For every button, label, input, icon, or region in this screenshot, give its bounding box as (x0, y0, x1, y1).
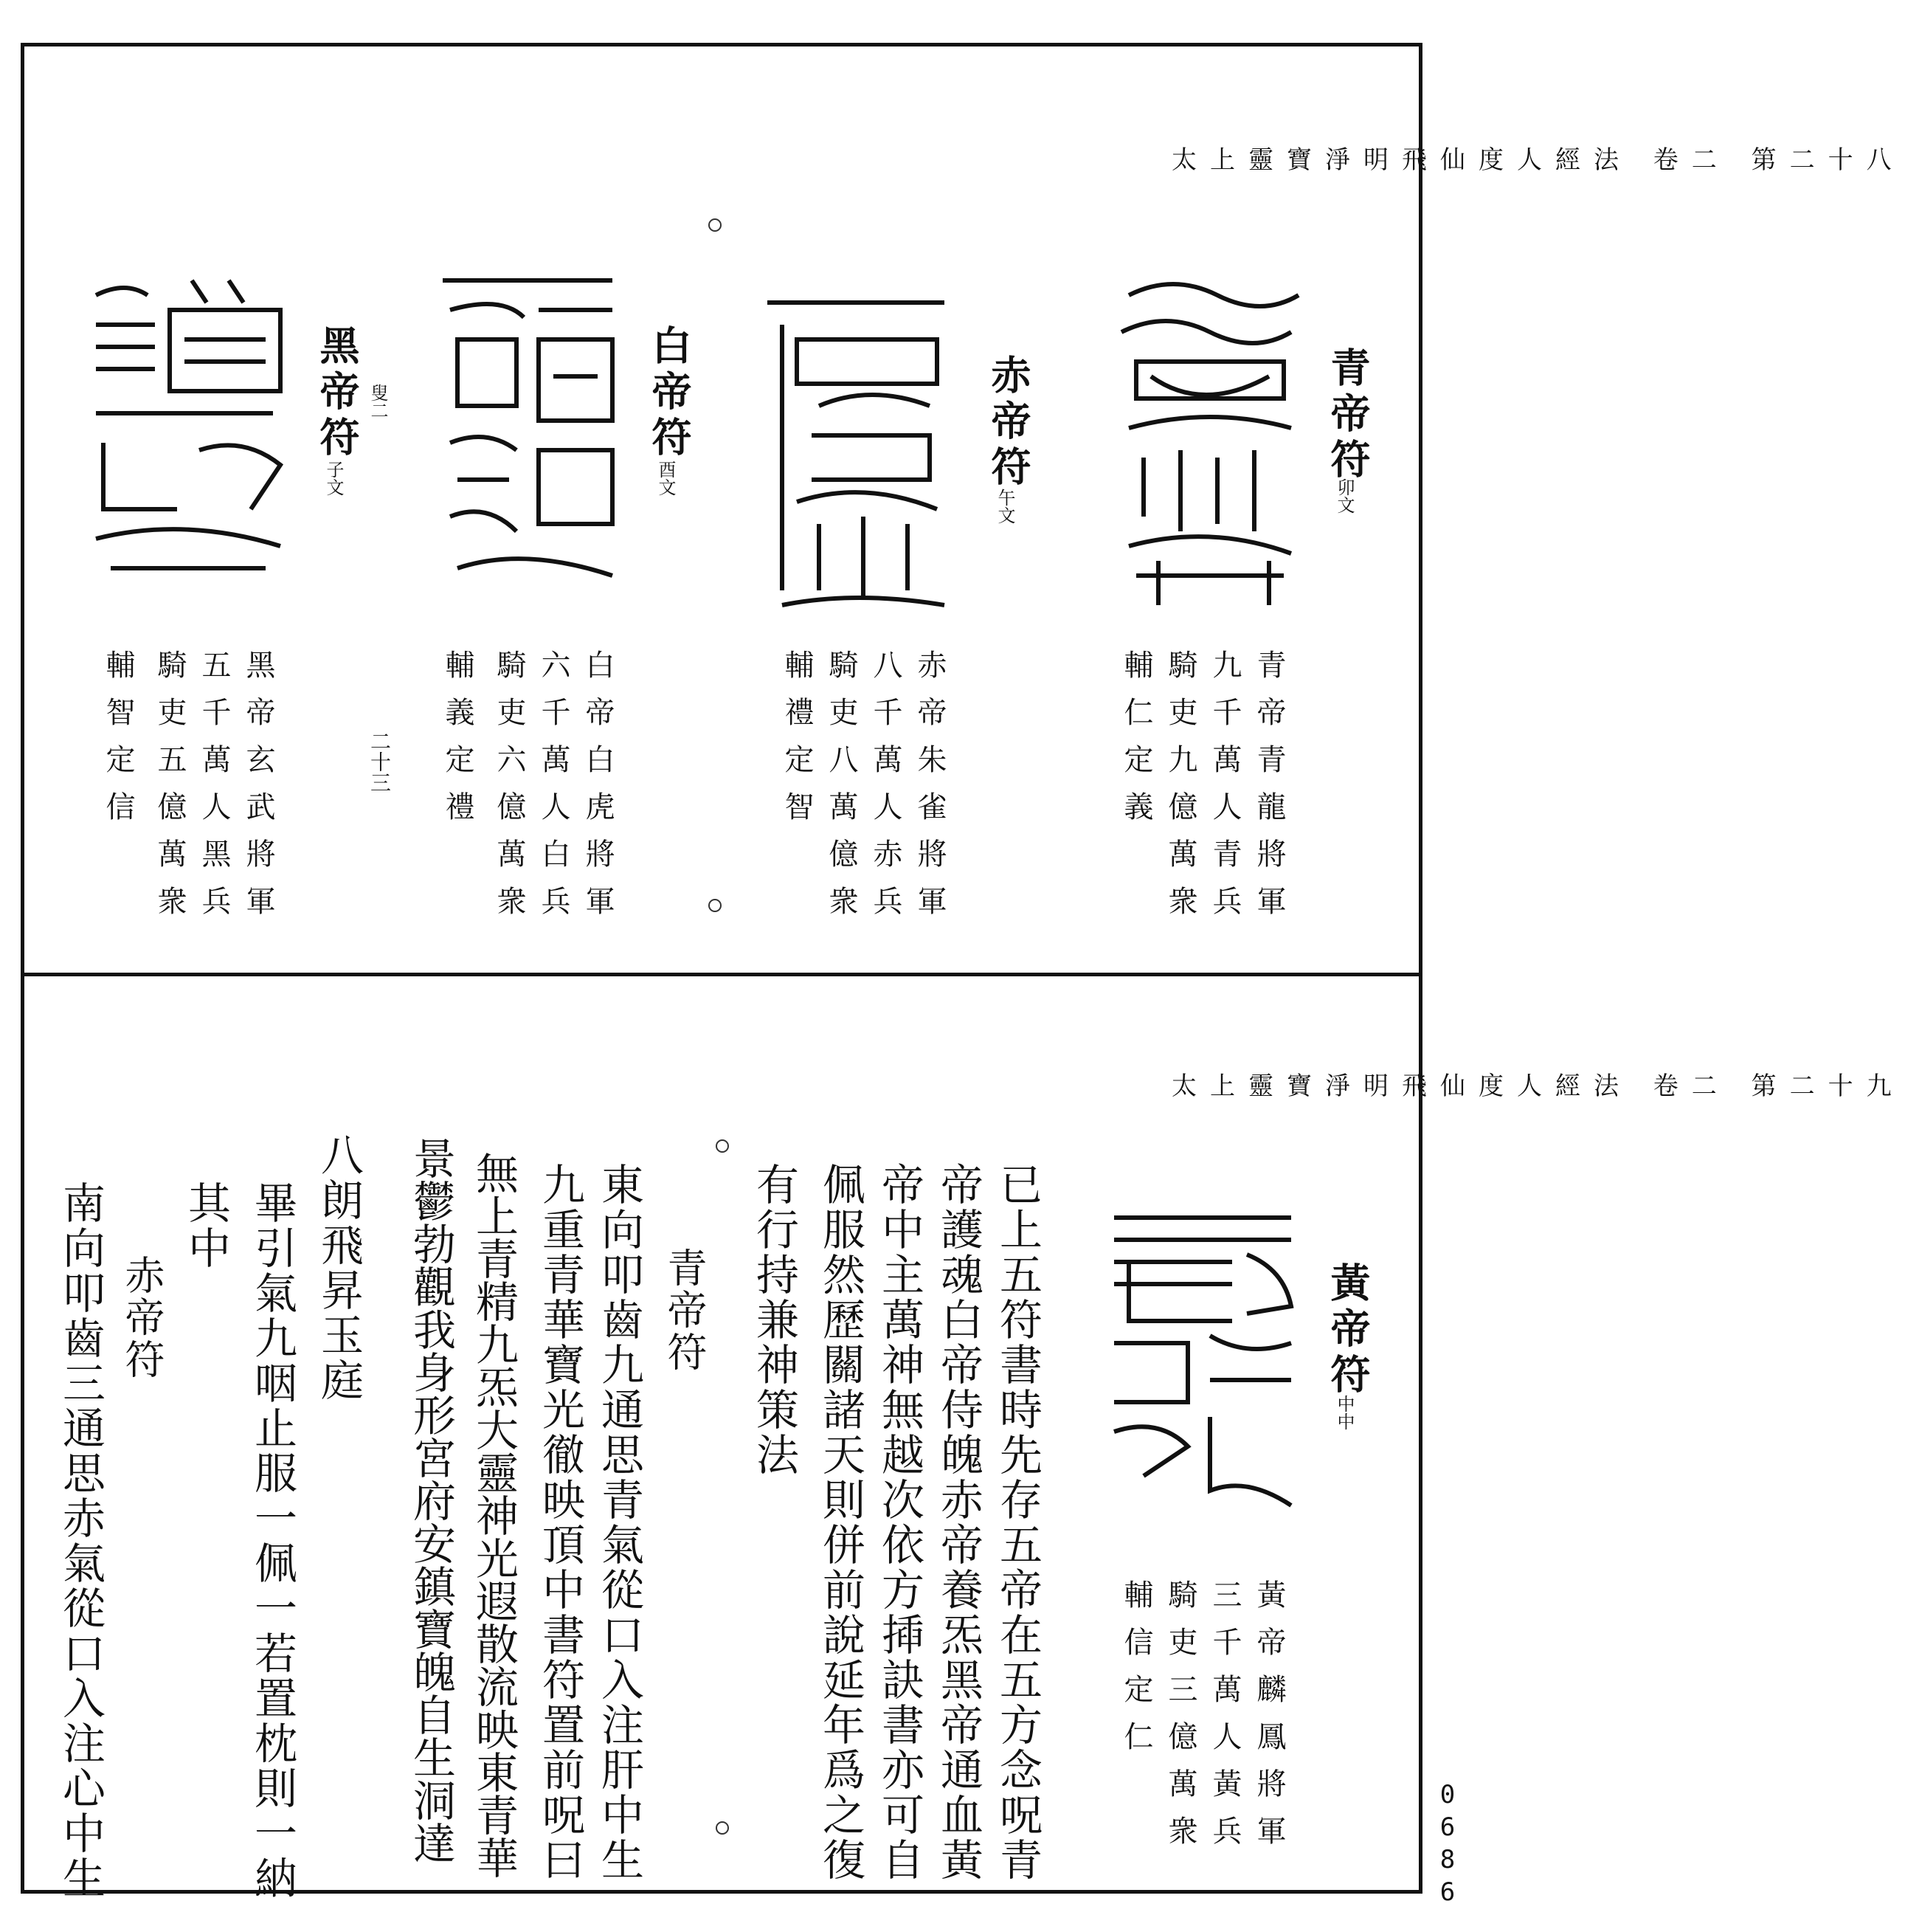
sub-head-chi: 赤帝符 (119, 1255, 165, 1381)
text-column-10: 景鬱勃觀我身形宮府安鎮寶魄自生洞達 (406, 1136, 456, 1864)
page-divider (21, 973, 1422, 976)
verse-huang-2: 三千萬人黃兵 (1208, 1579, 1242, 1863)
text-column-2: 帝護魂白帝侍魄赤帝養炁黑帝通血黃 (933, 1162, 983, 1883)
talisman-note-huang: 中中 (1334, 1395, 1355, 1430)
verse-huang-4: 輔信定仁 (1119, 1579, 1153, 1768)
binding-hole-icon (716, 1139, 729, 1153)
text-column-11: 八朗飛昇玉庭 (314, 1133, 364, 1403)
talisman-note-bai: 酉文 (655, 460, 676, 496)
page-number: 0686 (1433, 1780, 1462, 1910)
text-column-9: 無上青精九炁大靈神光遐散流映東青華 (469, 1151, 519, 1879)
bottom-header: 太上靈寶淨明飛仙度人經法 卷二 第二十九 (1172, 1072, 1905, 1101)
verse-qing-4: 輔仁定義 (1119, 649, 1153, 838)
talisman-label-huang: 黃帝符 (1324, 1262, 1372, 1399)
verse-bai-4: 輔義定禮 (440, 649, 474, 838)
talisman-huang-seal-icon (1099, 1196, 1306, 1520)
text-column-4: 佩服然歷關諸天則併前說延年爲之復 (815, 1162, 865, 1883)
verse-qing-3: 騎吏九億萬衆 (1164, 649, 1197, 933)
verse-bai-2: 六千萬人白兵 (536, 649, 570, 933)
verse-huang-3: 騎吏三億萬衆 (1164, 1579, 1197, 1863)
text-column-7: 東向叩齒九通思青氣從口入注肝中生 (594, 1162, 644, 1883)
talisman-hei-seal-icon (81, 266, 295, 590)
talisman-label-qing: 青帝符 (1324, 347, 1372, 484)
text-column-8: 九重青華寶光徹映頂中書符置前呪曰 (535, 1162, 585, 1883)
talisman-label-chi: 赤帝符 (985, 354, 1032, 491)
talisman-label-bai: 白帝符 (646, 325, 693, 462)
verse-hei-3: 騎吏五億萬衆 (153, 649, 187, 933)
talisman-note-chi: 午文 (995, 489, 1015, 524)
verse-huang-1: 黃帝麟鳳將軍 (1252, 1579, 1286, 1863)
talisman-label-hei: 黑帝符 (314, 325, 361, 462)
sub-head-qing: 青帝符 (661, 1247, 708, 1373)
binding-hole-icon (708, 899, 722, 912)
binding-hole-icon (708, 218, 722, 232)
text-column-15: 南向叩齒三通思赤氣從口入注心中生 (55, 1181, 106, 1901)
verse-chi-4: 輔禮定智 (780, 649, 814, 838)
verse-qing-1: 青帝青龍將軍 (1252, 649, 1286, 933)
verse-hei-2: 五千萬人黑兵 (197, 649, 231, 933)
text-column-3: 帝中主萬神無越次依方揷訣書亦可自 (874, 1162, 924, 1883)
verse-chi-3: 騎吏八萬億衆 (824, 649, 858, 933)
talisman-chi-seal-icon (753, 280, 959, 620)
talisman-note2-hei: 叟二 (367, 384, 388, 419)
talisman-bai-seal-icon (428, 258, 627, 605)
talisman-note-qing: 卯文 (1334, 478, 1355, 514)
top-header: 太上靈寶淨明飛仙度人經法 卷二 第二十八 (1172, 145, 1905, 175)
verse-chi-1: 赤帝朱雀將軍 (913, 649, 947, 933)
verse-qing-2: 九千萬人青兵 (1208, 649, 1242, 933)
talisman-note-hei: 子文 (323, 460, 344, 496)
text-column-5: 有行持兼神策法 (749, 1162, 799, 1477)
text-column-12: 畢引氣九咽止服一佩一若置枕則一納 (247, 1181, 297, 1901)
text-column-1: 已上五符書時先存五帝在五方念呪青 (992, 1162, 1043, 1883)
binding-hole-icon (716, 1821, 729, 1835)
verse-chi-2: 八千萬人赤兵 (868, 649, 902, 933)
verse-hei-1: 黑帝玄武將軍 (241, 649, 275, 933)
verse-hei-4: 輔智定信 (101, 649, 135, 838)
folio-number: 二十三 (367, 731, 392, 793)
talisman-qing-seal-icon (1107, 266, 1306, 613)
verse-bai-1: 白帝白虎將軍 (581, 649, 615, 933)
verse-bai-3: 騎吏六億萬衆 (492, 649, 526, 933)
text-column-13: 其中 (181, 1181, 231, 1271)
